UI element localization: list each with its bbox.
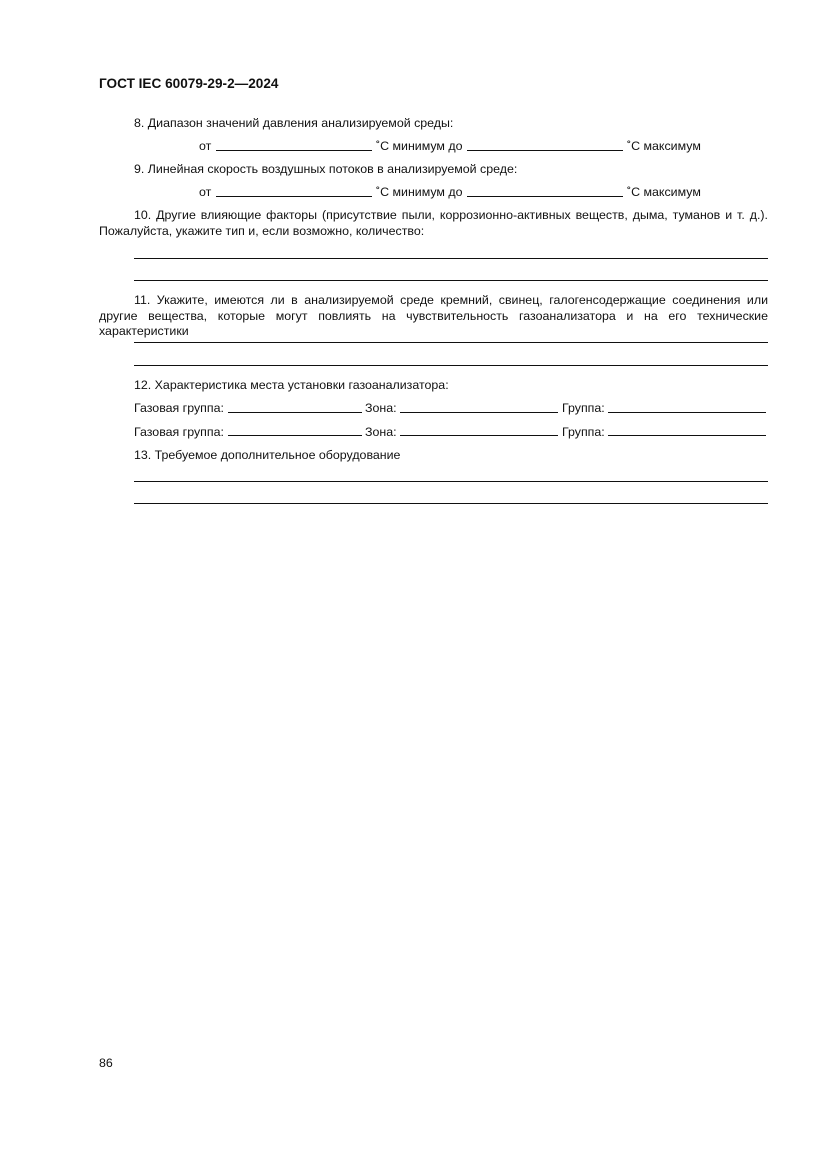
q8-min-field[interactable] (216, 150, 372, 151)
q11-answer-line-1[interactable] (134, 342, 768, 343)
page-number: 86 (99, 1056, 113, 1070)
gas-group-label: Газовая группа: (134, 401, 224, 415)
zone-field[interactable] (400, 412, 558, 413)
q9-max-field[interactable] (467, 196, 623, 197)
q8-max-unit: ˚С максимум (627, 139, 701, 153)
gas-group-field-2[interactable] (228, 435, 362, 436)
group-label: Группа: (562, 401, 605, 415)
zone-label: Зона: (365, 401, 397, 415)
q8-label: 8. Диапазон значений давления анализируемой среды: (134, 116, 454, 130)
q8-max-field[interactable] (467, 150, 623, 151)
q10-answer-line-1[interactable] (134, 258, 768, 259)
q9-max-unit: ˚С максимум (627, 185, 701, 199)
q9-label: 9. Линейная скорость воздушных потоков в анализируемой среде: (134, 162, 518, 176)
q11-label: 11. Укажите, имеются ли в анализируемой среде кремний, свинец, галогенсодержащие соединения или другие вещества, которые могут повлиять на чувствительность газоанализатора и на его технические характеристики (99, 293, 768, 338)
document-header: ГОСТ IEC 60079-29-2—2024 (99, 76, 279, 91)
q12-label: 12. Характеристика места установки газоанализатора: (134, 378, 449, 392)
q13-answer-line-1[interactable] (134, 481, 768, 482)
q9-from-label: от (199, 185, 212, 199)
gas-group-field[interactable] (228, 412, 362, 413)
group-label-2: Группа: (562, 425, 605, 439)
q9-min-unit: ˚С минимум до (376, 185, 463, 199)
gas-group-label-2: Газовая группа: (134, 425, 224, 439)
q9-min-field[interactable] (216, 196, 372, 197)
q11-answer-line-2[interactable] (134, 365, 768, 366)
zone-label-2: Зона: (365, 425, 397, 439)
q10-answer-line-2[interactable] (134, 280, 768, 281)
q8-from-label: от (199, 139, 212, 153)
q8-min-unit: ˚С минимум до (376, 139, 463, 153)
q13-answer-line-2[interactable] (134, 503, 768, 504)
zone-field-2[interactable] (400, 435, 558, 436)
q13-label: 13. Требуемое дополнительное оборудование (134, 448, 401, 462)
group-field[interactable] (608, 412, 766, 413)
group-field-2[interactable] (608, 435, 766, 436)
q10-label: 10. Другие влияющие факторы (присутствие пыли, коррозионно-активных веществ, дыма, туманов и т. д.). Пожалуйста, укажите тип и, если возможно, количество: (99, 208, 768, 238)
